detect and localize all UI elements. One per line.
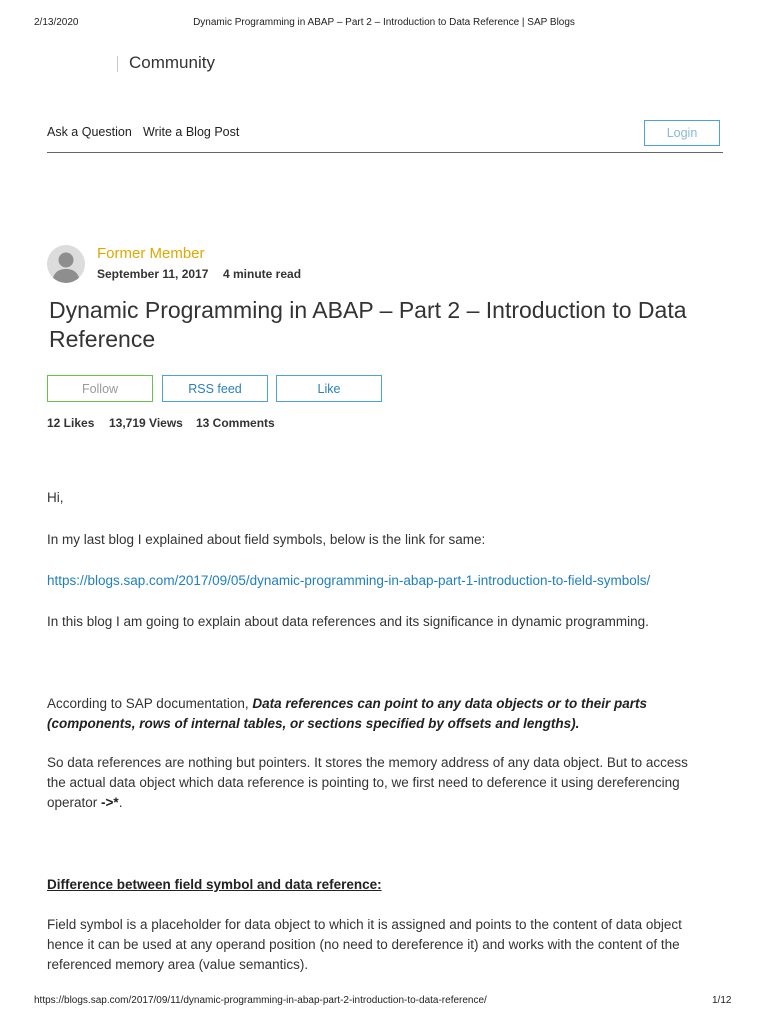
paragraph-pointers — [47, 753, 727, 813]
field-symbol-line3: referenced memory area (value semantics). — [47, 957, 309, 972]
pointers-line1: So data references are nothing but pointers. It stores the memory address of any data object. But to access — [47, 755, 688, 770]
pointers-line3-end: . — [118, 795, 123, 810]
page-title: Dynamic Programming in ABAP – Part 2 – Introduction to Data Reference — [49, 297, 687, 352]
nav-write-blog-post[interactable]: Write a Blog Post — [143, 125, 240, 139]
dereference-operator: ->* — [101, 795, 119, 810]
views-count: 13,719 Views — [109, 416, 183, 430]
community-label[interactable]: Community — [129, 53, 215, 72]
author-name[interactable]: Former Member — [97, 245, 205, 262]
user-silhouette-icon — [47, 245, 85, 283]
paragraph-purpose: In this blog I am going to explain about data references and its significance in dynamic programming. — [47, 614, 649, 629]
greeting: Hi, — [47, 490, 64, 505]
blog-link-paragraph — [47, 571, 727, 591]
paragraph-intro: In my last blog I explained about field symbols, below is the link for same: — [47, 532, 486, 547]
field-symbol-line2: hence it can be used at any operand position (no need to dereference it) and works with the content of the — [47, 937, 680, 952]
part1-blog-link[interactable]: https://blogs.sap.com/2017/09/05/dynamic-programming-in-abap-part-1-introduction-to-field-symbols/ — [47, 573, 651, 588]
login-button[interactable]: Login — [644, 120, 720, 146]
header-divider — [117, 56, 118, 72]
comments-count[interactable]: 13 Comments — [196, 416, 275, 430]
print-title: Dynamic Programming in ABAP – Part 2 – Introduction to Data Reference | SAP Blogs — [193, 17, 575, 28]
definition-quote-line1: Data references can point to any data objects or to their parts — [252, 696, 647, 711]
nav-ask-question[interactable]: Ask a Question — [47, 125, 132, 139]
paragraph-sap-definition — [47, 694, 727, 734]
pointers-line2: the actual data object which data reference is pointing to, we first need to deference it using dereferencing — [47, 775, 680, 790]
avatar[interactable] — [47, 245, 85, 283]
pointers-line3-lead: operator — [47, 795, 102, 810]
post-date: September 11, 2017 — [97, 267, 209, 281]
difference-heading: Difference between field symbol and data reference: — [47, 877, 382, 892]
definition-quote-line2: (components, rows of internal tables, or sections specified by offsets and lengths). — [47, 716, 580, 731]
nav-divider — [47, 152, 723, 153]
rss-feed-button[interactable]: RSS feed — [162, 375, 268, 402]
likes-count: 12 Likes — [47, 416, 95, 430]
field-symbol-line1: Field symbol is a placeholder for data object to which it is assigned and points to the content of data object — [47, 917, 682, 932]
page-number: 1/12 — [712, 995, 732, 1006]
section-heading — [47, 875, 727, 895]
like-button[interactable]: Like — [276, 375, 382, 402]
print-date: 2/13/2020 — [34, 17, 79, 28]
print-url: https://blogs.sap.com/2017/09/11/dynamic-programming-in-abap-part-2-introduction-to-data-reference/ — [34, 995, 487, 1006]
paragraph-field-symbol — [47, 915, 727, 975]
definition-lead: According to SAP documentation, — [47, 696, 253, 711]
follow-button[interactable]: Follow — [47, 375, 153, 402]
read-time: 4 minute read — [223, 267, 302, 281]
